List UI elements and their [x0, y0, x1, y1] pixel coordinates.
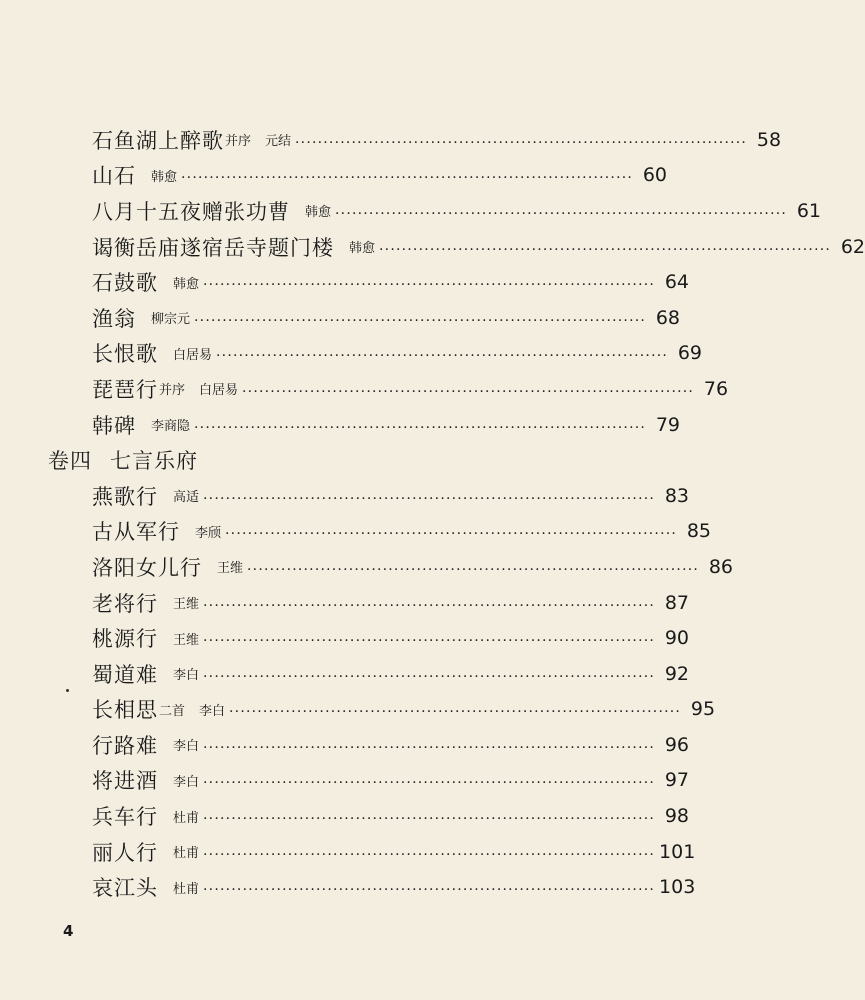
entry-page-number: 58: [756, 128, 782, 151]
toc-entry: [0, 407, 681, 443]
entry-author: 韩愈: [173, 276, 200, 292]
entry-author: 元结: [265, 134, 292, 150]
entry-note: 二首: [159, 703, 186, 719]
entry-title: 八月十五夜赠张功曹: [92, 199, 290, 224]
entry-page-number: 62: [840, 235, 865, 258]
entry-page-number: 97: [664, 769, 690, 792]
entry-title: 山石: [92, 164, 136, 189]
entry-author: 王维: [217, 561, 244, 577]
entry-title: 石鼓歌: [92, 271, 158, 296]
entry-author: 李白: [173, 668, 200, 684]
entry-page-number: 87: [664, 591, 690, 614]
entry-page-number: 86: [708, 555, 734, 578]
toc-entry: [0, 158, 668, 194]
entry-author: 李商隐: [151, 419, 191, 435]
toc-entry: [0, 300, 681, 336]
section-label: 卷四: [48, 449, 92, 474]
entry-author: 白居易: [173, 347, 213, 363]
entry-author: 李白: [173, 774, 200, 790]
entry-page-number: 95: [690, 698, 716, 721]
entry-author: 杜甫: [173, 846, 200, 862]
entry-page-number: 85: [686, 520, 712, 543]
entry-title: 韩碑: [92, 413, 136, 438]
toc-entry: [0, 869, 696, 905]
toc-entry: [0, 727, 690, 763]
entry-page-number: 92: [664, 662, 690, 685]
entry-title: 丽人行: [92, 840, 158, 865]
dot-leader: ················································································: [203, 846, 656, 863]
toc-entry: [0, 798, 690, 834]
entry-title: 渔翁: [92, 306, 136, 331]
dot-leader: ················································································: [247, 561, 700, 578]
entry-title: 琵琶行: [92, 377, 158, 402]
toc-entry: [0, 585, 690, 621]
dot-leader: ················································································: [203, 633, 656, 650]
toc-entry: [0, 478, 690, 514]
table-of-contents: [0, 122, 865, 905]
toc-entry: [0, 763, 690, 799]
entry-page-number: 90: [664, 627, 690, 650]
dot-leader: ················································································: [335, 205, 788, 222]
dot-leader: ················································································: [194, 312, 647, 329]
dot-leader: ················································································: [203, 775, 656, 792]
entry-author: 杜甫: [173, 881, 200, 897]
toc-entry: [0, 620, 690, 656]
entry-author: 韩愈: [305, 205, 332, 221]
entry-title: 石鱼湖上醉歌: [92, 128, 224, 153]
entry-title: 行路难: [92, 733, 158, 758]
ink-speck: [66, 689, 69, 692]
entry-page-number: 96: [664, 733, 690, 756]
dot-leader: ················································································: [225, 526, 678, 543]
dot-leader: ················································································: [229, 704, 682, 721]
entry-title: 燕歌行: [92, 484, 158, 509]
entry-page-number: 98: [664, 805, 690, 828]
entry-author: 王维: [173, 597, 200, 613]
entry-title: 长恨歌: [92, 342, 158, 367]
entry-title: 老将行: [92, 591, 158, 616]
toc-entry: [0, 371, 729, 407]
entry-page-number: 68: [655, 306, 681, 329]
toc-entry: [0, 264, 690, 300]
dot-leader: ················································································: [203, 277, 656, 294]
entry-title: 洛阳女儿行: [92, 555, 202, 580]
section-heading: [0, 442, 653, 478]
entry-author: 李白: [173, 739, 200, 755]
toc-entry: [0, 834, 696, 870]
dot-leader: ················································································: [203, 811, 656, 828]
entry-title: 兵车行: [92, 805, 158, 830]
entry-title: 谒衡岳庙遂宿岳寺题门楼: [92, 235, 334, 260]
dot-leader: ················································································: [203, 668, 656, 685]
page-number: 4: [63, 922, 74, 940]
dot-leader: ················································································: [203, 490, 656, 507]
dot-leader: ················································································: [203, 882, 656, 899]
entry-page-number: 60: [642, 164, 668, 187]
dot-leader: ················································································: [194, 419, 647, 436]
toc-entry: [0, 336, 703, 372]
dot-leader: ················································································: [242, 383, 695, 400]
entry-page-number: 103: [659, 876, 696, 899]
entry-title: 桃源行: [92, 627, 158, 652]
entry-author: 高适: [173, 490, 200, 506]
toc-group-before: [0, 122, 865, 442]
toc-entry: [0, 229, 865, 265]
toc-entry: [0, 692, 716, 728]
entry-page-number: 79: [655, 413, 681, 436]
toc-entry: [0, 193, 822, 229]
entry-page-number: 69: [677, 342, 703, 365]
entry-note: 并序: [159, 383, 186, 399]
entry-author: 韩愈: [349, 241, 376, 257]
entry-author: 白居易: [199, 383, 239, 399]
dot-leader: ················································································: [216, 348, 669, 365]
entry-page-number: 76: [703, 377, 729, 400]
toc-entry: [0, 122, 782, 158]
entry-author: 李白: [199, 703, 226, 719]
toc-entry: [0, 549, 734, 585]
toc-group-after: [0, 478, 734, 905]
toc-entry: [0, 656, 690, 692]
entry-author: 杜甫: [173, 810, 200, 826]
entry-title: 古从军行: [92, 520, 180, 545]
section-title: 七言乐府: [110, 449, 198, 474]
entry-title: 蜀道难: [92, 662, 158, 687]
entry-author: 柳宗元: [151, 312, 191, 328]
entry-title: 将进酒: [92, 769, 158, 794]
toc-entry: [0, 514, 712, 550]
entry-page-number: 101: [659, 840, 696, 863]
entry-title: 长相思: [92, 698, 158, 723]
dot-leader: ················································································: [203, 739, 656, 756]
entry-author: 王维: [173, 632, 200, 648]
dot-leader: ················································································: [203, 597, 656, 614]
dot-leader: ················································································: [379, 241, 832, 258]
entry-author: 韩愈: [151, 169, 178, 185]
dot-leader: ················································································: [295, 134, 748, 151]
entry-author: 李颀: [195, 525, 222, 541]
entry-page-number: 61: [796, 199, 822, 222]
entry-note: 并序: [225, 134, 252, 150]
entry-title: 哀江头: [92, 876, 158, 901]
entry-page-number: 83: [664, 484, 690, 507]
dot-leader: ················································································: [181, 170, 634, 187]
entry-page-number: 64: [664, 271, 690, 294]
